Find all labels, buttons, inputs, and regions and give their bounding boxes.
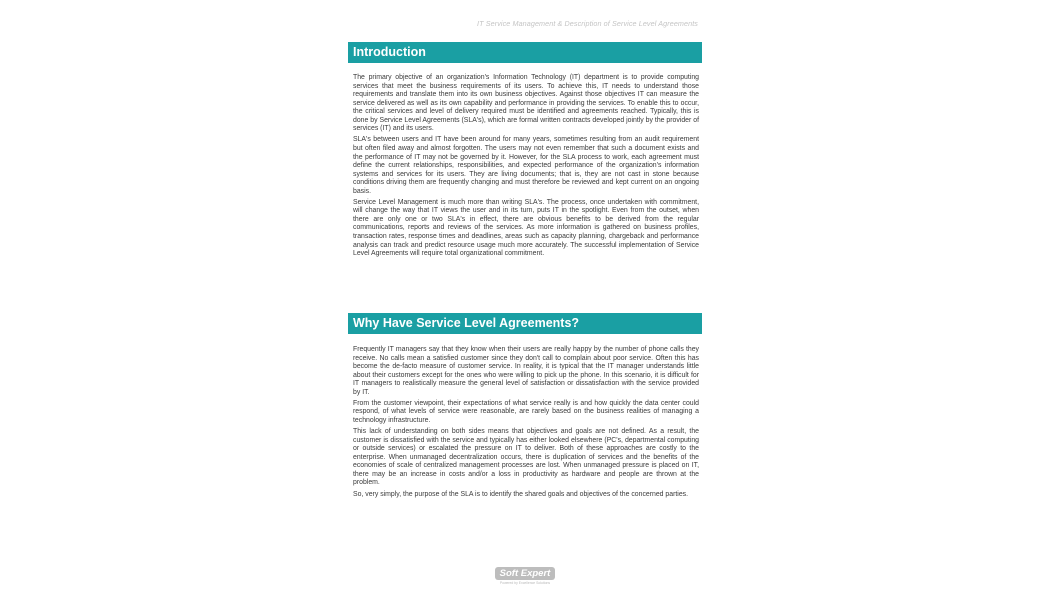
paragraph: From the customer viewpoint, their expectations of what service really is and how quickly the data center could respond, of what levels of service were reasonable, are rarely based on the business realities of managing a technology infrastructure. (353, 399, 699, 424)
paragraph: So, very simply, the purpose of the SLA is to identify the shared goals and objectives of the concerned parties. (353, 490, 689, 498)
section-heading-why-sla: Why Have Service Level Agreements? (348, 313, 702, 334)
paragraph: Service Level Management is much more than writing SLA's. The process, once undertaken with commitment, will change the way that IT views the user and in its turn, puts IT in the spotlight. Even from the outset, when there are only one or two SLA's in effect, there are obvious benefits to be derived from the regular communications, reports and reviews of the services. As more information is gathered on business profiles, transaction rates, response times and deadlines, areas such as capacity planning, chargeback and performance analysis can track and predict resource usage much more accurately. The successful implementation of Service Level Agreements will require total organizational commitment. (353, 198, 699, 258)
paragraph: The primary objective of an organization's Information Technology (IT) department is to provide computing services that meet the business requirements of its users. To achieve this, IT needs to understand those requirements and translate them into its own business objectives. Against those objectives IT can measure the service delivered as well as its own capability and performance in providing the services. To enable this to occur, the critical services and level of delivery required must be identified and agreements reached. Typically, this is done by Service Level Agreements (SLA's), which are formal written contracts developed jointly by the provider of services (IT) and its users. (353, 74, 699, 133)
running-header: IT Service Management & Description of Service Level Agreements (477, 19, 698, 28)
paragraph: Frequently IT managers say that they know when their users are really happy by the number of phone calls they receive. No calls mean a satisfied customer since they don't call to complain about poor service. Often this has become the de-facto measure of customer service. In reality, it is typical that the IT manager understands little about their customers except for the ones who were willing to pick up the phone. In this scenario, it is difficult for IT managers to realistically measure the general level of satisfaction or dissatisfaction with the service provided by IT. (353, 346, 699, 396)
why-sla-body (353, 346, 699, 502)
section-heading-introduction: Introduction (348, 42, 702, 63)
introduction-body (353, 74, 699, 261)
logo-wordmark: Soft Expert (495, 567, 556, 580)
paragraph: This lack of understanding on both sides means that objectives and goals are not defined. As a result, the customer is dissatisfied with the service and typically has either looked elsewhere (PC's, departmental computing or outside services) or escalated the pressure on IT to deliver. Both of these approaches are costly to the enterprise. When unmanaged decentralization occurs, there is duplication of services and the benefits of the economies of scale of centralized management processes are lost. When unmanaged pressure is placed on IT, there may be an increase in costs and/or a loss in productivity as hardware and people are thrown at the problem. (353, 428, 699, 487)
logo-tagline: Powered by Excellence Solutions (499, 581, 551, 585)
document-page (348, 0, 702, 600)
paragraph: SLA's between users and IT have been around for many years, sometimes resulting from an audit requirement but often filed away and almost forgotten. The users may not even remember that such a document exists and the performance of IT may not be governed by it. However, for the SLA process to work, each agreement must define the current relationships, responsibilities, and expected performance of the organization's information systems and services for its users. They are living documents; that is, they are not cast in stone because conditions driving them are frequently changing and must therefore be reviewed and kept current on an ongoing basis. (353, 136, 699, 195)
softexpert-logo (489, 563, 561, 583)
